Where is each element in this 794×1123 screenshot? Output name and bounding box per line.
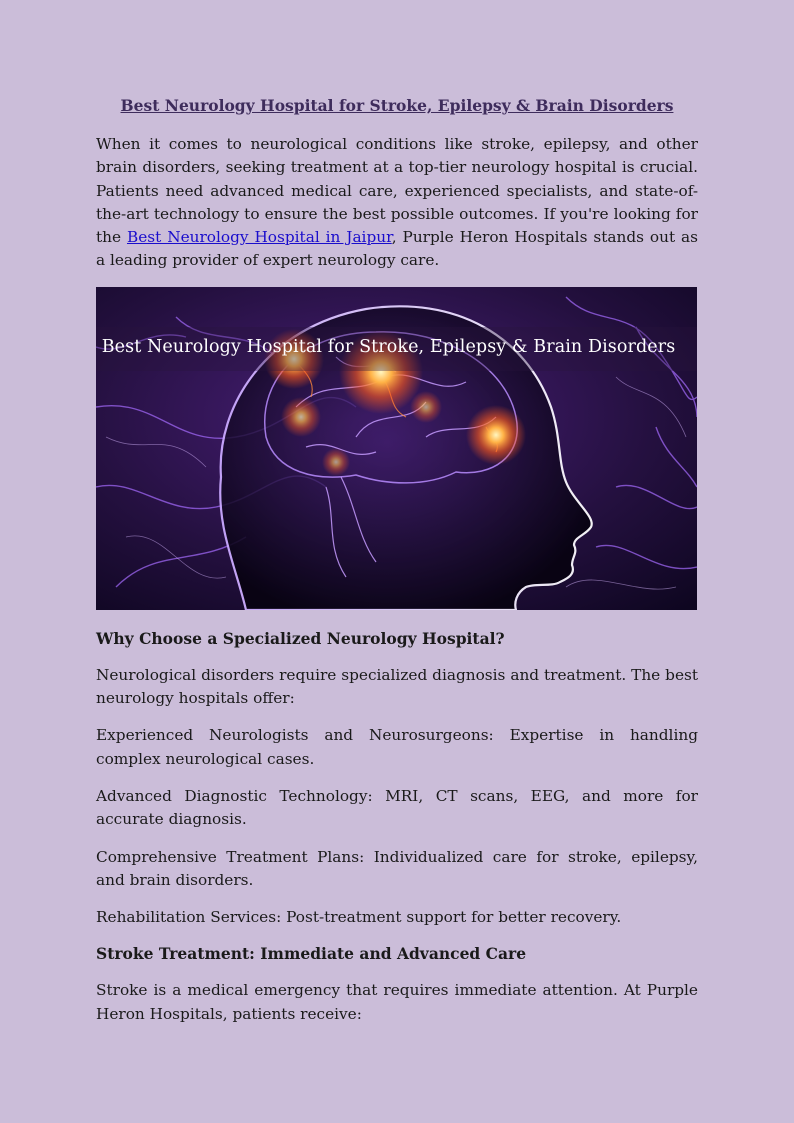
hero-caption: Best Neurology Hospital for Stroke, Epilepsy & Brain Disorders xyxy=(101,336,676,357)
section1-intro: Neurological disorders require specialized diagnosis and treatment. The best neurology hospitals offer: xyxy=(96,665,698,708)
document-page xyxy=(96,96,698,1040)
intro-text-after: , Purple Heron Hospitals stands out as a leading provider of expert neurology care. xyxy=(96,228,698,270)
list-item: Experienced Neurologists and Neurosurgeons: Expertise in handling complex neurological cases. xyxy=(96,726,698,768)
page-title: Best Neurology Hospital for Stroke, Epilepsy & Brain Disorders xyxy=(120,96,674,115)
list-item: Rehabilitation Services: Post-treatment support for better recovery. xyxy=(96,908,622,927)
intro-text-before: When it comes to neurological conditions like stroke, epilepsy, and other brain disorders, seeking treatment at a top-tier neurology hospital is crucial. Patients need advanced medical care, experienced specialists, and state-of-the-art technology to ensure the best possible outcomes. If you're looking for the xyxy=(96,135,698,247)
section2-intro: Stroke is a medical emergency that requires immediate attention. At Purple Heron Hospitals, patients receive: xyxy=(96,981,698,1023)
best-neurology-hospital-link[interactable]: Best Neurology Hospital in Jaipur xyxy=(126,228,392,247)
list-item: Comprehensive Treatment Plans: Individualized care for stroke, epilepsy, and brain disorders. xyxy=(96,847,698,889)
list-item: Advanced Diagnostic Technology: MRI, CT scans, EEG, and more for accurate diagnosis. xyxy=(96,786,698,829)
intro-paragraph xyxy=(96,133,698,273)
section-heading-stroke-treatment: Stroke Treatment: Immediate and Advanced Care xyxy=(96,944,527,964)
section-heading-why-choose: Why Choose a Specialized Neurology Hospital? xyxy=(96,628,505,648)
hero-image xyxy=(96,287,697,610)
